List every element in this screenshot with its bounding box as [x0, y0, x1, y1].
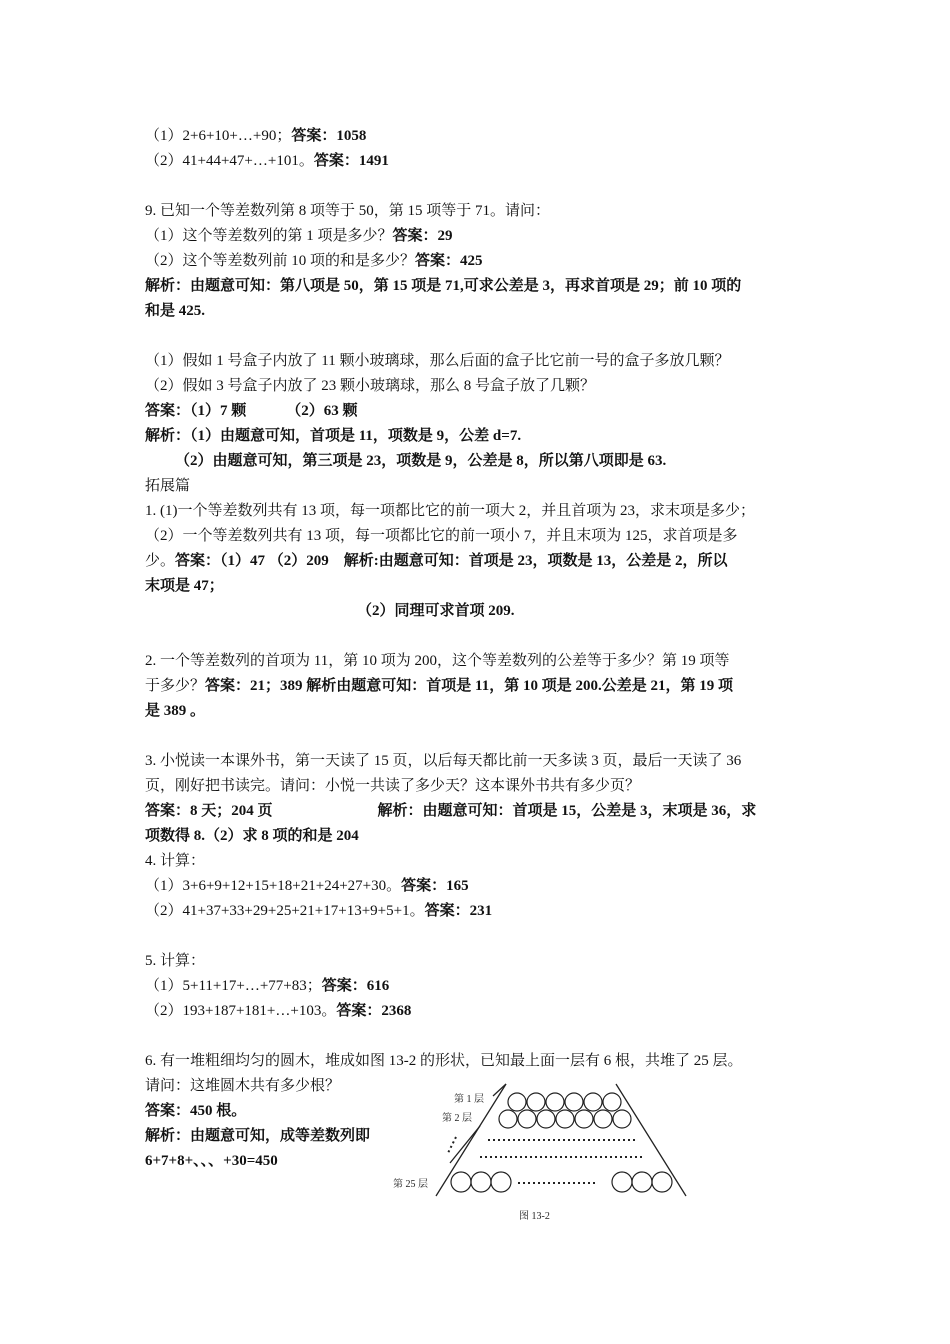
- ext-q2-line-1: 2. 一个等差数列的首项为 11，第 10 项为 200，这个等差数列的公差等于多少？第 19 项等: [145, 653, 730, 669]
- ext-q4-stem: 4. 计算：: [145, 853, 206, 869]
- q9-analysis-2: 和是 425.: [145, 303, 206, 319]
- ext-q6-line-1: 6. 有一堆粗细均匀的圆木，堆成如图 13-2 的形状，已知最上面一层有 6 根，共堆了 25 层。: [145, 1053, 743, 1069]
- ext-q6-analysis: 解析：由题意可知，成等差数列即: [145, 1128, 371, 1144]
- figure-caption: 图 13-2: [519, 1211, 550, 1222]
- boxes-part-2: （2）假如 3 号盒子内放了 23 颗小玻璃球，那么 8 号盒子放了几颗？: [145, 378, 596, 394]
- row-1-logs: [508, 1093, 621, 1111]
- ext-q2-line-3: 是 389 。: [145, 703, 206, 719]
- ext-q4-part-1: （1）3+6+9+12+15+18+21+24+27+30。答案：165: [145, 878, 469, 894]
- ext-q6-line-2: 请问：这堆圆木共有多少根？: [145, 1078, 341, 1094]
- ext-q5-stem: 5. 计算：: [145, 953, 206, 969]
- ext-q3-line-1: 3. 小悦读一本课外书，第一天读了 15 页，以后每天都比前一天多读 3 页，最后一天读了 36: [145, 753, 742, 769]
- ext-q3-line-2: 页，刚好把书读完。请问：小悦一共读了多少天？这本课外书共有多少页？: [145, 778, 641, 794]
- label-layer-2: 第 2 层: [442, 1113, 472, 1124]
- ext-q5-part-2: （2）193+187+181+…+103。答案：2368: [145, 1003, 412, 1019]
- ext-q1-line-1: 1. (1)一个等差数列共有 13 项，每一项都比它的前一项大 2，并且首项为 23，求末项是多少；: [145, 503, 755, 519]
- top-line-2: （2）41+44+47+…+101。答案：1491: [145, 153, 389, 169]
- top-line-1: （1）2+6+10+…+90；答案：1058: [145, 128, 367, 144]
- ext-q6-formula: 6+7+8+、、、+30=450: [145, 1153, 278, 1169]
- boxes-analysis-2: （2）由题意可知，第三项是 23，项数是 9，公差是 8，所以第八项即是 63.: [175, 453, 667, 469]
- ext-q1-line-3: 少。答案：（1）47 （2）209 解析:由题意可知：首项是 23，项数是 13，公差是 2，所以: [145, 553, 728, 569]
- extension-heading: 拓展篇: [145, 478, 191, 494]
- ext-q1-line-2: （2）一个等差数列共有 13 项，每一项都比它的前一项小 7，并且末项为 125，求首项是多: [145, 528, 738, 544]
- boxes-part-1: （1）假如 1 号盒子内放了 11 颗小玻璃球，那么后面的盒子比它前一号的盒子多放几颗？: [145, 353, 730, 369]
- ext-q3-line-4: 项数得 8.（2）求 8 项的和是 204: [145, 828, 359, 844]
- ext-q3-line-3: 答案：8 天；204 页 解析：由题意可知：首项是 15，公差是 3，末项是 36，求: [145, 803, 757, 819]
- q9-part-1: （1）这个等差数列的第 1 项是多少？答案：29: [145, 228, 453, 244]
- ext-q2-line-2: 于多少？答案：21；389 解析由题意可知：首项是 11，第 10 项是 200.公差是 21，第 19 项: [145, 678, 733, 694]
- log-pile-diagram: [388, 1080, 698, 1230]
- label-layer-25: 第 25 层: [393, 1179, 428, 1190]
- ext-q5-part-1: （1）5+11+17+…+77+83；答案：616: [145, 978, 390, 994]
- ext-q1-line-5: （2）同理可求首项 209.: [357, 603, 515, 619]
- ext-q4-part-2: （2）41+37+33+29+25+21+17+13+9+5+1。答案：231: [145, 903, 493, 919]
- log-pile-figure: [388, 1080, 698, 1230]
- q9-stem: 9. 已知一个等差数列第 8 项等于 50，第 15 项等于 71。请问：: [145, 203, 551, 219]
- q9-analysis-1: 解析：由题意可知：第八项是 50，第 15 项是 71,可求公差是 3，再求首项是 29；前 10 项的: [145, 278, 742, 294]
- ext-q6-answer: 答案：450 根。: [145, 1103, 247, 1119]
- q9-part-2: （2）这个等差数列前 10 项的和是多少？答案：425: [145, 253, 483, 269]
- row-25-logs: [451, 1172, 672, 1192]
- document-body: [145, 124, 810, 1174]
- label-layer-1: 第 1 层: [454, 1094, 484, 1105]
- boxes-analysis-1: 解析：（1）由题意可知，首项是 11，项数是 9，公差 d=7.: [145, 428, 522, 444]
- row-2-logs: [499, 1110, 631, 1128]
- boxes-answer: 答案：（1）7 颗 （2）63 颗: [145, 403, 358, 419]
- ext-q1-line-4: 末项是 47；: [145, 578, 224, 594]
